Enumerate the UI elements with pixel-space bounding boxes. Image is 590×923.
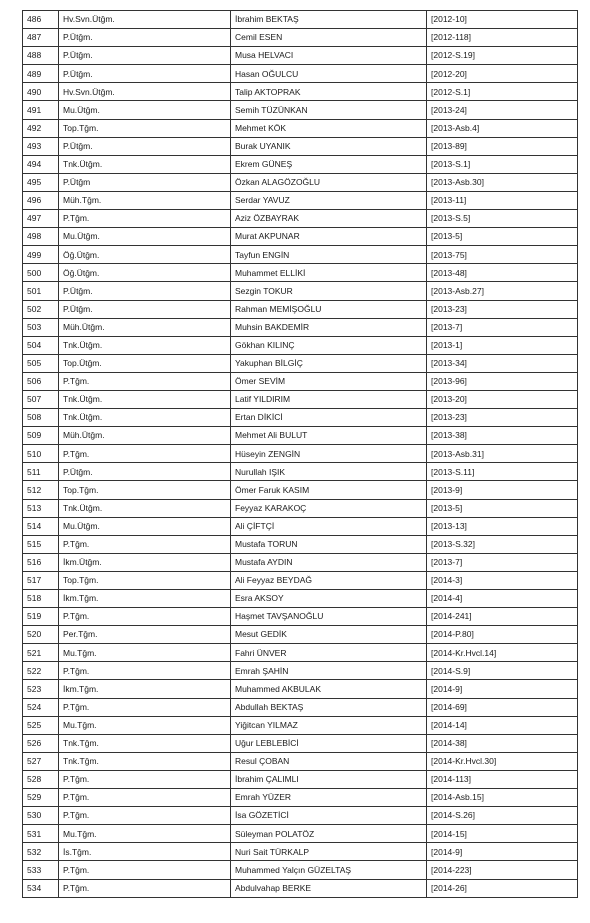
code-cell: [2014-9] (427, 680, 578, 698)
row-number: 497 (23, 210, 59, 228)
rank-cell: P.Tğm. (59, 608, 231, 626)
table-row (23, 83, 578, 101)
row-number: 492 (23, 119, 59, 137)
table-row (23, 29, 578, 47)
code-cell: [2014-38] (427, 734, 578, 752)
code-cell: [2014-S.9] (427, 662, 578, 680)
row-number: 524 (23, 698, 59, 716)
code-cell: [2014-Asb.15] (427, 789, 578, 807)
table-row (23, 155, 578, 173)
code-cell: [2013-11] (427, 191, 578, 209)
code-cell: [2013-23] (427, 300, 578, 318)
rank-cell: İs.Tğm. (59, 843, 231, 861)
personnel-table (22, 10, 578, 898)
name-cell: Musa HELVACI (231, 47, 427, 65)
table-row (23, 825, 578, 843)
name-cell: Esra AKSOY (231, 590, 427, 608)
rank-cell: Tnk.Tğm. (59, 752, 231, 770)
rank-cell: Tnk.Ütğm. (59, 409, 231, 427)
rank-cell: P.Ütğm. (59, 47, 231, 65)
name-cell: İbrahim BEKTAŞ (231, 11, 427, 29)
name-cell: Mesut GEDİK (231, 626, 427, 644)
name-cell: Nuri Sait TÜRKALP (231, 843, 427, 861)
row-number: 530 (23, 807, 59, 825)
name-cell: Haşmet TAVŞANOĞLU (231, 608, 427, 626)
name-cell: Aziz ÖZBAYRAK (231, 210, 427, 228)
rank-cell: P.Ütğm. (59, 137, 231, 155)
rank-cell: Top.Tğm. (59, 481, 231, 499)
row-number: 515 (23, 535, 59, 553)
row-number: 502 (23, 300, 59, 318)
code-cell: [2013-S.11] (427, 463, 578, 481)
table-row (23, 336, 578, 354)
name-cell: Mehmet KÖK (231, 119, 427, 137)
row-number: 500 (23, 264, 59, 282)
table-row (23, 173, 578, 191)
code-cell: [2013-48] (427, 264, 578, 282)
code-cell: [2013-Asb.4] (427, 119, 578, 137)
row-number: 511 (23, 463, 59, 481)
row-number: 491 (23, 101, 59, 119)
rank-cell: Müh.Tğm. (59, 191, 231, 209)
code-cell: [2013-20] (427, 390, 578, 408)
table-row (23, 608, 578, 626)
rank-cell: P.Ütğm. (59, 300, 231, 318)
name-cell: Yakuphan BİLGİÇ (231, 354, 427, 372)
code-cell: [2013-96] (427, 372, 578, 390)
name-cell: Fahri ÜNVER (231, 644, 427, 662)
name-cell: Nurullah IŞIK (231, 463, 427, 481)
row-number: 499 (23, 246, 59, 264)
name-cell: Serdar YAVUZ (231, 191, 427, 209)
code-cell: [2013-34] (427, 354, 578, 372)
table-row (23, 228, 578, 246)
code-cell: [2013-7] (427, 553, 578, 571)
code-cell: [2013-S.1] (427, 155, 578, 173)
row-number: 498 (23, 228, 59, 246)
table-row (23, 553, 578, 571)
table-row (23, 861, 578, 879)
rank-cell: Tnk.Ütğm. (59, 499, 231, 517)
table-row (23, 409, 578, 427)
name-cell: Cemil ESEN (231, 29, 427, 47)
rank-cell: Öğ.Ütğm. (59, 264, 231, 282)
code-cell: [2013-24] (427, 101, 578, 119)
row-number: 529 (23, 789, 59, 807)
table-row (23, 463, 578, 481)
table-row (23, 481, 578, 499)
rank-cell: İkm.Tğm. (59, 590, 231, 608)
rank-cell: P.Tğm. (59, 210, 231, 228)
row-number: 506 (23, 372, 59, 390)
row-number: 533 (23, 861, 59, 879)
row-number: 507 (23, 390, 59, 408)
name-cell: Emrah YÜZER (231, 789, 427, 807)
rank-cell: Top.Tğm. (59, 119, 231, 137)
rank-cell: Müh.Ütğm. (59, 427, 231, 445)
table-row (23, 390, 578, 408)
table-row (23, 571, 578, 589)
table-row (23, 535, 578, 553)
table-row (23, 318, 578, 336)
name-cell: Muhsin BAKDEMİR (231, 318, 427, 336)
row-number: 495 (23, 173, 59, 191)
rank-cell: P.Ütğm. (59, 282, 231, 300)
table-row (23, 698, 578, 716)
row-number: 519 (23, 608, 59, 626)
table-row (23, 119, 578, 137)
rank-cell: Tnk.Ütğm. (59, 390, 231, 408)
table-row (23, 843, 578, 861)
rank-cell: P.Tğm. (59, 535, 231, 553)
rank-cell: Top.Tğm. (59, 571, 231, 589)
name-cell: İsa GÖZETİCİ (231, 807, 427, 825)
table-row (23, 47, 578, 65)
table-row (23, 807, 578, 825)
rank-cell: P.Tğm. (59, 445, 231, 463)
name-cell: Sezgin TOKUR (231, 282, 427, 300)
row-number: 504 (23, 336, 59, 354)
row-number: 512 (23, 481, 59, 499)
name-cell: Süleyman POLATÖZ (231, 825, 427, 843)
rank-cell: İkm.Tğm. (59, 680, 231, 698)
name-cell: Mustafa TORUN (231, 535, 427, 553)
code-cell: [2013-9] (427, 481, 578, 499)
row-number: 505 (23, 354, 59, 372)
name-cell: Ömer Faruk KASIM (231, 481, 427, 499)
row-number: 486 (23, 11, 59, 29)
code-cell: [2014-113] (427, 770, 578, 788)
rank-cell: Tnk.Ütğm. (59, 336, 231, 354)
name-cell: Latif YILDIRIM (231, 390, 427, 408)
table-row (23, 264, 578, 282)
name-cell: Abdullah BEKTAŞ (231, 698, 427, 716)
name-cell: Mehmet Ali BULUT (231, 427, 427, 445)
rank-cell: Müh.Ütğm. (59, 318, 231, 336)
row-number: 531 (23, 825, 59, 843)
row-number: 513 (23, 499, 59, 517)
name-cell: Ömer SEVİM (231, 372, 427, 390)
rank-cell: P.Ütğm (59, 173, 231, 191)
code-cell: [2014-14] (427, 716, 578, 734)
code-cell: [2013-7] (427, 318, 578, 336)
rank-cell: P.Tğm. (59, 879, 231, 897)
name-cell: Emrah ŞAHİN (231, 662, 427, 680)
name-cell: Hüseyin ZENGİN (231, 445, 427, 463)
code-cell: [2013-Asb.31] (427, 445, 578, 463)
code-cell: [2014-4] (427, 590, 578, 608)
row-number: 514 (23, 517, 59, 535)
code-cell: [2013-1] (427, 336, 578, 354)
row-number: 489 (23, 65, 59, 83)
rank-cell: Mu.Ütğm. (59, 517, 231, 535)
code-cell: [2014-Kr.Hvcl.30] (427, 752, 578, 770)
table-row (23, 300, 578, 318)
code-cell: [2014-P.80] (427, 626, 578, 644)
code-cell: [2012-118] (427, 29, 578, 47)
code-cell: [2014-Kr.Hvcl.14] (427, 644, 578, 662)
table-row (23, 427, 578, 445)
rank-cell: Per.Tğm. (59, 626, 231, 644)
rank-cell: Hv.Svn.Ütğm. (59, 11, 231, 29)
table-body (23, 11, 578, 898)
row-number: 496 (23, 191, 59, 209)
rank-cell: Hv.Svn.Ütğm. (59, 83, 231, 101)
code-cell: [2013-5] (427, 228, 578, 246)
row-number: 490 (23, 83, 59, 101)
table-row (23, 499, 578, 517)
code-cell: [2013-S.5] (427, 210, 578, 228)
code-cell: [2012-20] (427, 65, 578, 83)
table-row (23, 191, 578, 209)
row-number: 487 (23, 29, 59, 47)
row-number: 501 (23, 282, 59, 300)
name-cell: Murat AKPUNAR (231, 228, 427, 246)
table-row (23, 662, 578, 680)
code-cell: [2012-S.1] (427, 83, 578, 101)
name-cell: Feyyaz KARAKOÇ (231, 499, 427, 517)
rank-cell: Tnk.Ütğm. (59, 155, 231, 173)
table-row (23, 11, 578, 29)
row-number: 510 (23, 445, 59, 463)
row-number: 518 (23, 590, 59, 608)
table-row (23, 372, 578, 390)
code-cell: [2013-5] (427, 499, 578, 517)
row-number: 532 (23, 843, 59, 861)
row-number: 527 (23, 752, 59, 770)
name-cell: Yiğitcan YILMAZ (231, 716, 427, 734)
code-cell: [2014-223] (427, 861, 578, 879)
code-cell: [2014-241] (427, 608, 578, 626)
rank-cell: Mu.Ütğm. (59, 228, 231, 246)
table-row (23, 137, 578, 155)
table-row (23, 445, 578, 463)
code-cell: [2014-3] (427, 571, 578, 589)
table-row (23, 716, 578, 734)
rank-cell: P.Tğm. (59, 662, 231, 680)
code-cell: [2012-S.19] (427, 47, 578, 65)
name-cell: Muhammet ELLİKİ (231, 264, 427, 282)
row-number: 520 (23, 626, 59, 644)
code-cell: [2014-15] (427, 825, 578, 843)
rank-cell: P.Tğm. (59, 807, 231, 825)
row-number: 503 (23, 318, 59, 336)
row-number: 493 (23, 137, 59, 155)
name-cell: Resul ÇOBAN (231, 752, 427, 770)
code-cell: [2014-69] (427, 698, 578, 716)
name-cell: Abdulvahap BERKE (231, 879, 427, 897)
row-number: 523 (23, 680, 59, 698)
name-cell: Muhammed AKBULAK (231, 680, 427, 698)
row-number: 494 (23, 155, 59, 173)
row-number: 526 (23, 734, 59, 752)
rank-cell: Mu.Ütğm. (59, 101, 231, 119)
table-row (23, 644, 578, 662)
name-cell: Muhammed Yalçın GÜZELTAŞ (231, 861, 427, 879)
row-number: 508 (23, 409, 59, 427)
table-row (23, 590, 578, 608)
code-cell: [2013-23] (427, 409, 578, 427)
name-cell: Hasan OĞULCU (231, 65, 427, 83)
table-row (23, 354, 578, 372)
name-cell: Tayfun ENGİN (231, 246, 427, 264)
code-cell: [2012-10] (427, 11, 578, 29)
rank-cell: Öğ.Ütğm. (59, 246, 231, 264)
name-cell: Ali Feyyaz BEYDAĞ (231, 571, 427, 589)
table-row (23, 246, 578, 264)
row-number: 521 (23, 644, 59, 662)
name-cell: Talip AKTOPRAK (231, 83, 427, 101)
rank-cell: P.Ütğm. (59, 65, 231, 83)
table-row (23, 680, 578, 698)
rank-cell: P.Tğm. (59, 789, 231, 807)
code-cell: [2013-38] (427, 427, 578, 445)
table-row (23, 210, 578, 228)
rank-cell: Mu.Tğm. (59, 644, 231, 662)
rank-cell: P.Tğm. (59, 372, 231, 390)
code-cell: [2013-75] (427, 246, 578, 264)
row-number: 525 (23, 716, 59, 734)
table-row (23, 282, 578, 300)
name-cell: İbrahim ÇALIMLI (231, 770, 427, 788)
code-cell: [2013-89] (427, 137, 578, 155)
name-cell: Ali ÇİFTÇİ (231, 517, 427, 535)
name-cell: Ekrem GÜNEŞ (231, 155, 427, 173)
rank-cell: P.Tğm. (59, 861, 231, 879)
rank-cell: İkm.Ütğm. (59, 553, 231, 571)
rank-cell: P.Tğm. (59, 698, 231, 716)
code-cell: [2013-Asb.30] (427, 173, 578, 191)
row-number: 516 (23, 553, 59, 571)
code-cell: [2014-26] (427, 879, 578, 897)
name-cell: Mustafa AYDIN (231, 553, 427, 571)
table-row (23, 626, 578, 644)
name-cell: Burak UYANIK (231, 137, 427, 155)
row-number: 517 (23, 571, 59, 589)
rank-cell: Tnk.Tğm. (59, 734, 231, 752)
rank-cell: Top.Ütğm. (59, 354, 231, 372)
name-cell: Uğur LEBLEBİCİ (231, 734, 427, 752)
row-number: 534 (23, 879, 59, 897)
rank-cell: Mu.Tğm. (59, 825, 231, 843)
table-row (23, 789, 578, 807)
code-cell: [2013-Asb.27] (427, 282, 578, 300)
name-cell: Semih TÜZÜNKAN (231, 101, 427, 119)
table-row (23, 770, 578, 788)
table-row (23, 101, 578, 119)
code-cell: [2014-9] (427, 843, 578, 861)
rank-cell: Mu.Tğm. (59, 716, 231, 734)
rank-cell: P.Ütğm. (59, 463, 231, 481)
name-cell: Ertan DİKİCİ (231, 409, 427, 427)
row-number: 522 (23, 662, 59, 680)
row-number: 509 (23, 427, 59, 445)
table-row (23, 517, 578, 535)
name-cell: Özkan ALAGÖZOĞLU (231, 173, 427, 191)
name-cell: Gökhan KILINÇ (231, 336, 427, 354)
code-cell: [2014-S.26] (427, 807, 578, 825)
code-cell: [2013-13] (427, 517, 578, 535)
row-number: 528 (23, 770, 59, 788)
code-cell: [2013-S.32] (427, 535, 578, 553)
row-number: 488 (23, 47, 59, 65)
table-row (23, 879, 578, 897)
rank-cell: P.Ütğm. (59, 29, 231, 47)
rank-cell: P.Tğm. (59, 770, 231, 788)
table-row (23, 752, 578, 770)
table-row (23, 734, 578, 752)
table-row (23, 65, 578, 83)
name-cell: Rahman MEMİŞOĞLU (231, 300, 427, 318)
